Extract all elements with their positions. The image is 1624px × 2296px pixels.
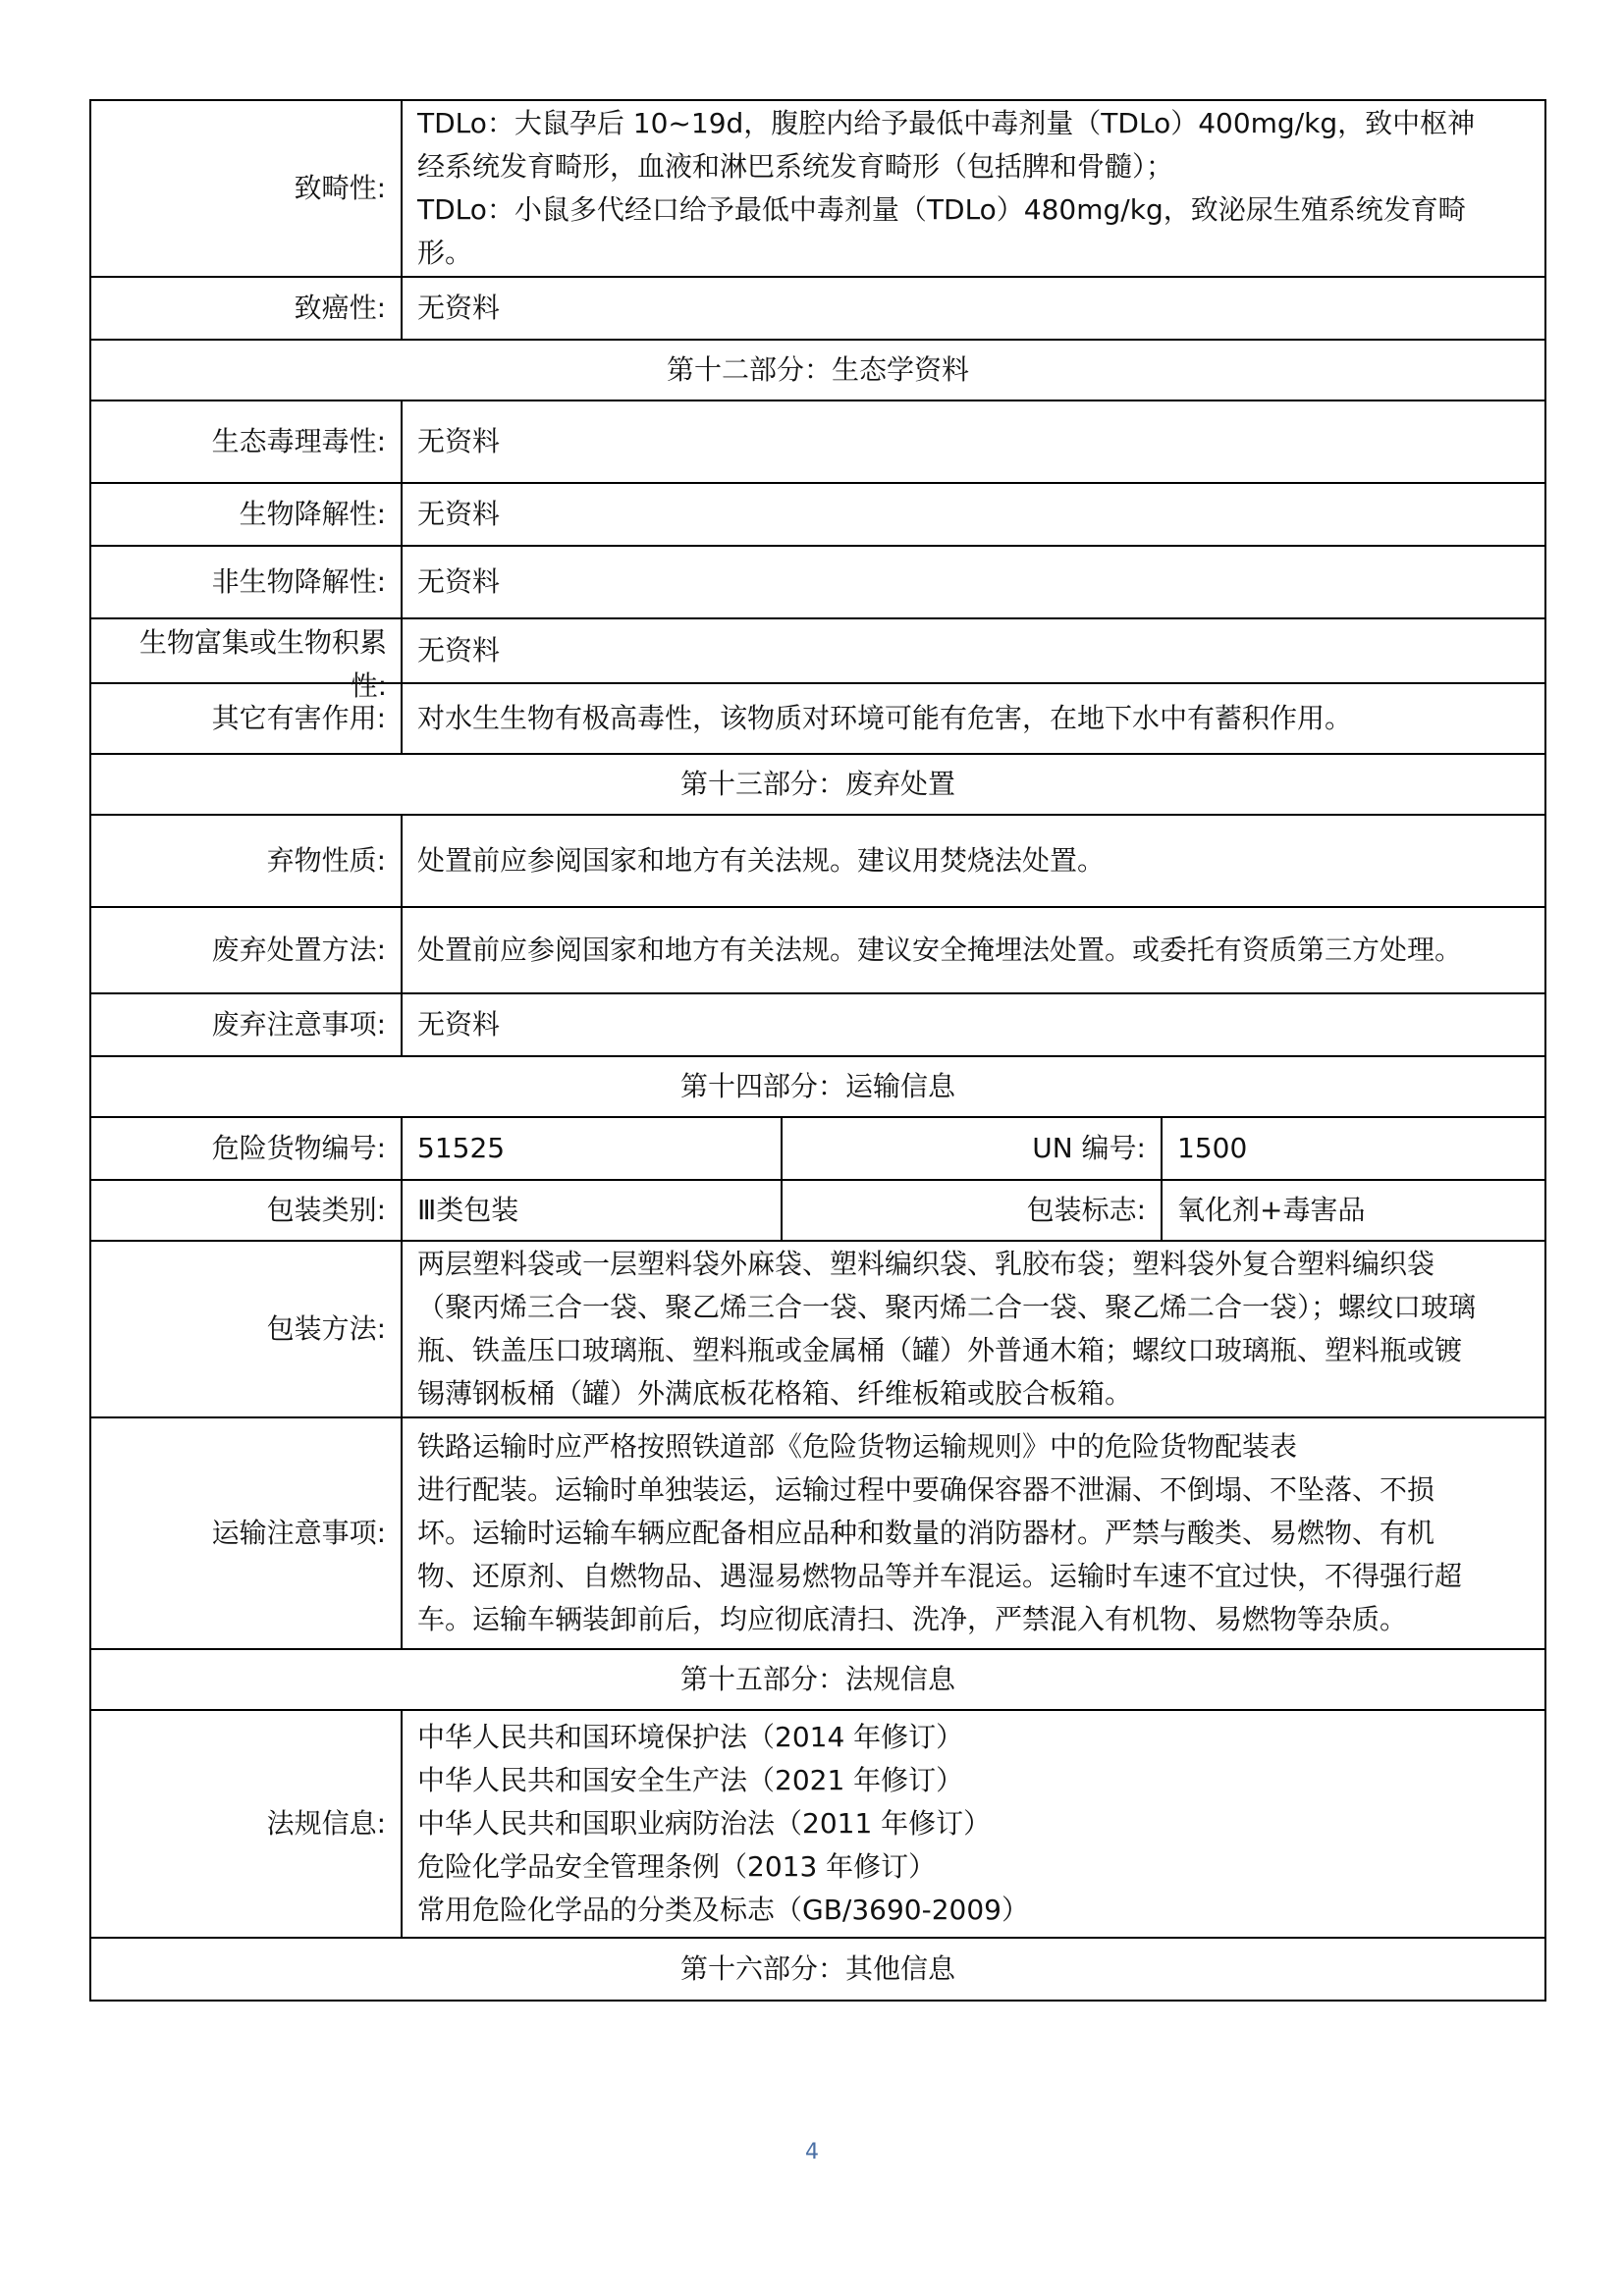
- value-non-biodegradability: 无资料: [402, 546, 1545, 618]
- row-dg-number: [90, 1117, 1545, 1180]
- value-other-hazards: 对水生生物有极高毒性，该物质对环境可能有危害，在地下水中有蓄积作用。: [402, 683, 1545, 754]
- label-transport-notes: 运输注意事项:: [90, 1417, 402, 1649]
- text-line: 中华人民共和国安全生产法（2021 年修订）: [417, 1764, 964, 1796]
- text-line: 物、还原剂、自燃物品、遇湿易燃物品等并车混运。运输时车速不宜过快，不得强行超: [417, 1560, 1463, 1592]
- row-disposal-method: [90, 907, 1545, 993]
- value-dg-number: 51525: [402, 1117, 782, 1180]
- text-line: 危险化学品安全管理条例（2013 年修订）: [417, 1850, 937, 1883]
- section-title: 第十三部分：废弃处置: [90, 754, 1545, 815]
- label-packing-category: 包装类别:: [90, 1180, 402, 1241]
- row-non-biodegradability: [90, 546, 1545, 618]
- label-disposal-method: 废弃处置方法:: [90, 907, 402, 993]
- text-line: 铁路运输时应严格按照铁道部《危险货物运输规则》中的危险货物配装表: [417, 1430, 1298, 1463]
- label-teratogenicity: 致畸性:: [90, 100, 402, 277]
- value-packing-method: [402, 1241, 1545, 1417]
- text-line: 锡薄钢板桶（罐）外满底板花格箱、纤维板箱或胶合板箱。: [417, 1377, 1133, 1410]
- row-biodegradability: [90, 483, 1545, 546]
- label-un-number: UN 编号:: [782, 1117, 1162, 1180]
- row-transport-notes: [90, 1417, 1545, 1649]
- value-disposal-method: 处置前应参阅国家和地方有关法规。建议安全掩埋法处置。或委托有资质第三方处理。: [402, 907, 1545, 993]
- label-dg-number: 危险货物编号:: [90, 1117, 402, 1180]
- label-packing-mark: 包装标志:: [782, 1180, 1162, 1241]
- value-packing-category: Ⅲ类包装: [402, 1180, 782, 1241]
- text-line: TDLo：小鼠多代经口给予最低中毒剂量（TDLo）480mg/kg，致泌尿生殖系统发育畸: [417, 193, 1466, 226]
- text-line: 车。运输车辆装卸前后，均应彻底清扫、洗净，严禁混入有机物、易燃物等杂质。: [417, 1603, 1408, 1635]
- section-title: 第十二部分：生态学资料: [90, 340, 1545, 400]
- value-packing-mark: 氧化剂+毒害品: [1162, 1180, 1545, 1241]
- text-line: TDLo：大鼠孕后 10~19d，腹腔内给予最低中毒剂量（TDLo）400mg/kg，致中枢神: [417, 107, 1476, 139]
- section-header-16: [90, 1938, 1545, 2001]
- label-biodegradability: 生物降解性:: [90, 483, 402, 546]
- text-line: 形。: [417, 237, 473, 269]
- text-line: 坏。运输时运输车辆应配备相应品种和数量的消防器材。严禁与酸类、易燃物、有机: [417, 1517, 1435, 1549]
- text-line: （聚丙烯三合一袋、聚乙烯三合一袋、聚丙烯二合一袋、聚乙烯二合一袋）；螺纹口玻璃: [417, 1291, 1477, 1323]
- row-teratogenicity: [90, 100, 1545, 277]
- section-title: 第十四部分：运输信息: [90, 1056, 1545, 1117]
- bioaccumulation-label-text: 生物富集或生物积累性:: [138, 626, 387, 702]
- value-disposal-notes: 无资料: [402, 993, 1545, 1056]
- label-disposal-notes: 废弃注意事项:: [90, 993, 402, 1056]
- row-packing: [90, 1180, 1545, 1241]
- label-bioaccumulation: [90, 618, 402, 702]
- text-line: 常用危险化学品的分类及标志（GB/3690-2009）: [417, 1894, 1029, 1926]
- label-carcinogenicity: 致癌性:: [90, 277, 402, 340]
- sds-table: [89, 99, 1546, 2002]
- row-waste-nature: [90, 815, 1545, 907]
- value-bioaccumulation: 无资料: [402, 618, 1545, 683]
- section-header-13: [90, 754, 1545, 815]
- text-line: 进行配装。运输时单独装运，运输过程中要确保容器不泄漏、不倒塌、不坠落、不损: [417, 1473, 1435, 1506]
- value-regulations: [402, 1710, 1545, 1938]
- row-ecotoxicity: [90, 400, 1545, 483]
- value-biodegradability: 无资料: [402, 483, 1545, 546]
- value-ecotoxicity: 无资料: [402, 400, 1545, 483]
- text-line: 瓶、铁盖压口玻璃瓶、塑料瓶或金属桶（罐）外普通木箱；螺纹口玻璃瓶、塑料瓶或镀: [417, 1334, 1463, 1366]
- label-waste-nature: 弃物性质:: [90, 815, 402, 907]
- label-packing-method: 包装方法:: [90, 1241, 402, 1417]
- text-line: 经系统发育畸形，血液和淋巴系统发育畸形（包括脾和骨髓）；: [417, 150, 1174, 183]
- label-non-biodegradability: 非生物降解性:: [90, 546, 402, 618]
- text-line: 中华人民共和国职业病防治法（2011 年修订）: [417, 1807, 992, 1840]
- row-packing-method: [90, 1241, 1545, 1417]
- label-ecotoxicity: 生态毒理毒性:: [90, 400, 402, 483]
- page-number: 4: [805, 2140, 819, 2164]
- text-line: 两层塑料袋或一层塑料袋外麻袋、塑料编织袋、乳胶布袋；塑料袋外复合塑料编织袋: [417, 1248, 1435, 1280]
- row-bioaccumulation: [90, 618, 1545, 683]
- section-header-14: [90, 1056, 1545, 1117]
- section-title: 第十六部分：其他信息: [90, 1938, 1545, 2001]
- label-other-hazards: 其它有害作用:: [90, 683, 402, 754]
- row-other-hazards: [90, 683, 1545, 754]
- value-transport-notes: [402, 1417, 1545, 1649]
- row-disposal-notes: [90, 993, 1545, 1056]
- section-header-12: [90, 340, 1545, 400]
- section-header-15: [90, 1649, 1545, 1710]
- text-line: 中华人民共和国环境保护法（2014 年修订）: [417, 1721, 964, 1753]
- section-title: 第十五部分：法规信息: [90, 1649, 1545, 1710]
- value-teratogenicity: [402, 100, 1545, 277]
- value-un-number: 1500: [1162, 1117, 1545, 1180]
- value-waste-nature: 处置前应参阅国家和地方有关法规。建议用焚烧法处置。: [402, 815, 1545, 907]
- value-carcinogenicity: 无资料: [402, 277, 1545, 340]
- label-regulations: 法规信息:: [90, 1710, 402, 1938]
- row-regulations: [90, 1710, 1545, 1938]
- row-carcinogenicity: [90, 277, 1545, 340]
